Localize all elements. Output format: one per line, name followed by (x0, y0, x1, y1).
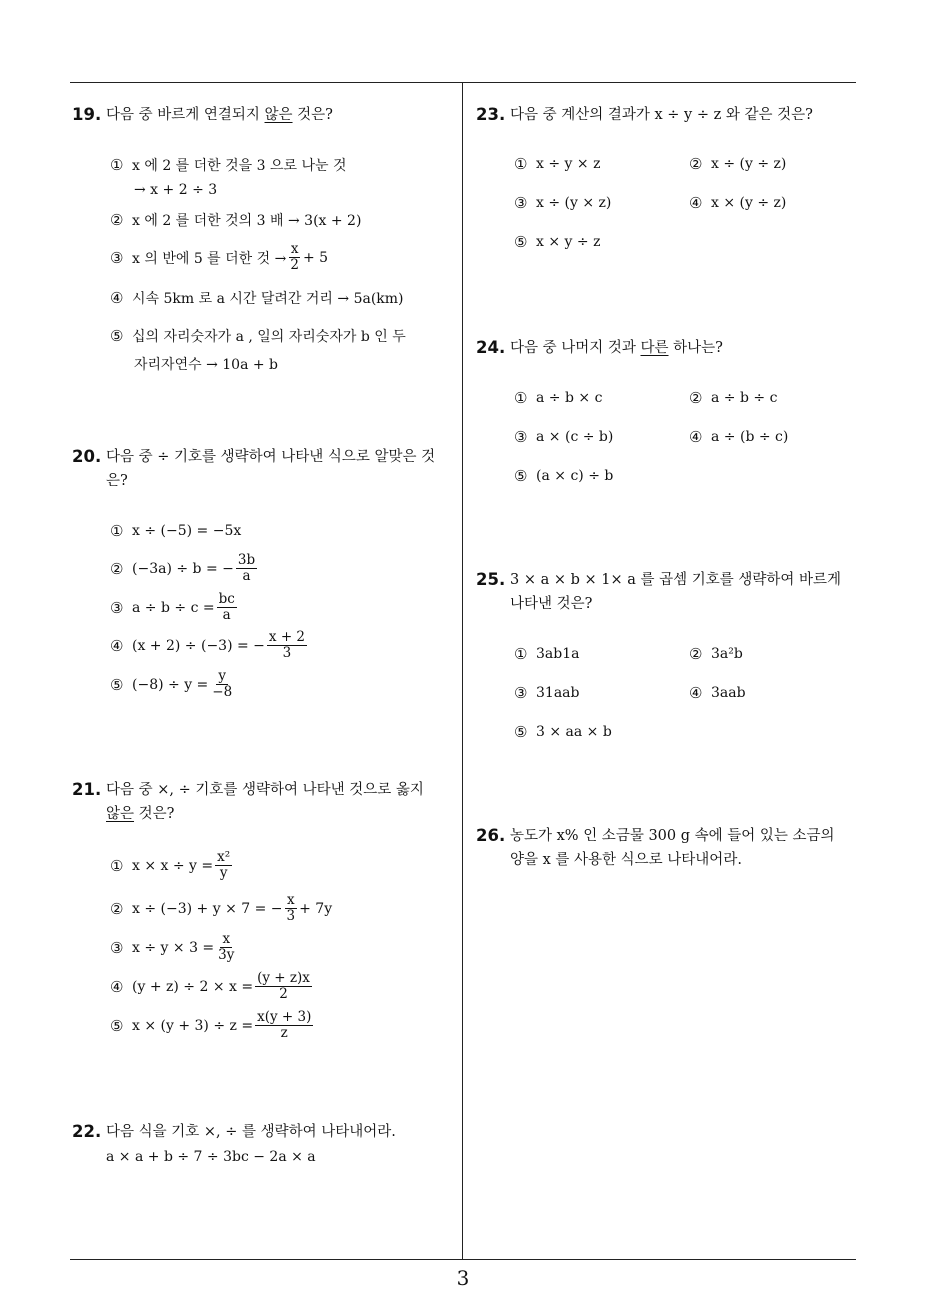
q21-option-3: ③ x ÷ y × 3 = $\frac{x}{3y}$ (110, 931, 235, 963)
question-text: 다음 중 나머지 것과 다른 하나는? (510, 340, 723, 356)
page-number: 3 (456, 1266, 470, 1290)
q20-option-5: ⑤ (−8) ÷ y = $\frac{y}{-8}$ (110, 668, 233, 700)
bottom-rule (70, 1259, 856, 1260)
question-text: 다음 중 계산의 결과가 x ÷ y ÷ z 와 같은 것은? (510, 107, 813, 123)
question-text: 농도가 x% 인 소금물 300 g 속에 들어 있는 소금의 양을 x 를 사용한 식으로 나타내어라. (510, 828, 835, 868)
fraction: $\frac{3b}{a}$ (237, 552, 256, 584)
q25-option-5: ⑤ 3 × aa × b (514, 723, 612, 741)
question-number: 22. (72, 1122, 102, 1141)
fraction: $\frac{x + 2}{3}$ (268, 629, 306, 661)
q19-option-5-line2: 자리자연수 → 10a + b (134, 357, 279, 373)
q20-option-4: ④ (x + 2) ÷ (−3) = − $\frac{x + 2}{3}$ (110, 629, 306, 661)
question-26 (476, 824, 860, 872)
fraction: $\frac{y}{-8}$ (212, 668, 233, 700)
q19-option-5: ⑤ 십의 자리숫자가 a , 일의 자리숫자가 b 인 두 (110, 327, 406, 345)
q19-option-1: ① x 에 2 를 더한 것을 3 으로 나눈 것 (110, 156, 347, 174)
question-number: 21. (72, 780, 102, 799)
question-number: 23. (476, 105, 506, 124)
q19-option-1-line2: → x + 2 ÷ 3 (134, 182, 218, 198)
question-number: 20. (72, 447, 102, 466)
fraction: $\frac{x}{3}$ (286, 892, 296, 924)
question-number: 25. (476, 570, 506, 589)
question-text: 다음 식을 기호 ×, ÷ 를 생략하여 나타내어라. (106, 1124, 396, 1140)
q20-option-2: ② (−3a) ÷ b = − $\frac{3b}{a}$ (110, 552, 256, 584)
question-22 (72, 1120, 457, 1144)
fraction: $\frac{\text{x²}}{y}$ (217, 849, 231, 881)
column-divider (462, 83, 463, 1259)
q25-option-3: ③ 31aab (514, 684, 580, 702)
q19-option-2: ② x 에 2 를 더한 것의 3 배 → 3(x + 2) (110, 211, 362, 229)
q19-option-3: ③ x 의 반에 5 를 더한 것 → $\frac{x}{2}$ + 5 (110, 241, 329, 273)
question-number: 26. (476, 826, 506, 845)
fraction: $\frac{(y + z)x}{2}$ (257, 970, 310, 1002)
q23-option-1: ① x ÷ y × z (514, 155, 601, 173)
q23-option-3: ③ x ÷ (y × z) (514, 194, 612, 212)
q23-option-4: ④ x × (y ÷ z) (689, 194, 787, 212)
q21-option-5: ⑤ x × (y + 3) ÷ z = $\frac{x(y + 3)}{z}$ (110, 1009, 312, 1041)
q24-option-3: ③ a × (c ÷ b) (514, 428, 614, 446)
question-25 (476, 568, 860, 616)
question-number: 19. (72, 105, 102, 124)
question-21 (72, 778, 457, 826)
question-24 (476, 336, 856, 360)
q19-option-4: ④ 시속 5km 로 a 시간 달려간 거리 → 5a(km) (110, 289, 404, 307)
q24-option-5: ⑤ (a × c) ÷ b (514, 467, 614, 485)
q25-option-2: ② 3a²b (689, 645, 743, 663)
question-number: 24. (476, 338, 506, 357)
top-rule (70, 82, 856, 83)
question-text: 다음 중 ÷ 기호를 생략하여 나타낸 식으로 알맞은 것 은? (106, 449, 436, 489)
q20-option-3: ③ a ÷ b ÷ c = $\frac{bc}{a}$ (110, 591, 235, 623)
q24-option-4: ④ a ÷ (b ÷ c) (689, 428, 789, 446)
question-text: 3 × a × b × 1× a 를 곱셈 기호를 생략하여 바르게 나타낸 것은? (510, 572, 842, 612)
q23-option-5: ⑤ x × y ÷ z (514, 233, 601, 251)
q24-option-1: ① a ÷ b × c (514, 389, 603, 407)
q25-option-4: ④ 3aab (689, 684, 746, 702)
q23-option-2: ② x ÷ (y ÷ z) (689, 155, 787, 173)
q21-option-1: ① x × x ÷ y = $\frac{\text{x²}}{y}$ (110, 849, 231, 881)
fraction: $\frac{x(y + 3)}{z}$ (257, 1009, 312, 1041)
q22-expression: a × a + b ÷ 7 ÷ 3bc − 2a × a (106, 1149, 316, 1165)
q20-option-1: ① x ÷ (−5) = −5x (110, 522, 242, 540)
question-text: 다음 중 ×, ÷ 기호를 생략하여 나타낸 것으로 옳지 않은 것은? (106, 782, 424, 822)
question-19 (72, 103, 457, 127)
q25-option-1: ① 3ab1a (514, 645, 580, 663)
question-text: 다음 중 바르게 연결되지 않은 것은? (106, 107, 333, 123)
question-23 (476, 103, 856, 127)
q21-option-2: ② x ÷ (−3) + y × 7 = − $\frac{x}{3}$ + 7y (110, 892, 333, 924)
q24-option-2: ② a ÷ b ÷ c (689, 389, 778, 407)
q21-option-4: ④ (y + z) ÷ 2 × x = $\frac{(y + z)x}{2}$ (110, 970, 310, 1002)
fraction: $\frac{x}{2}$ (290, 241, 299, 273)
fraction: $\frac{x}{3y}$ (218, 931, 235, 963)
question-20 (72, 445, 457, 493)
fraction: $\frac{bc}{a}$ (218, 591, 235, 623)
